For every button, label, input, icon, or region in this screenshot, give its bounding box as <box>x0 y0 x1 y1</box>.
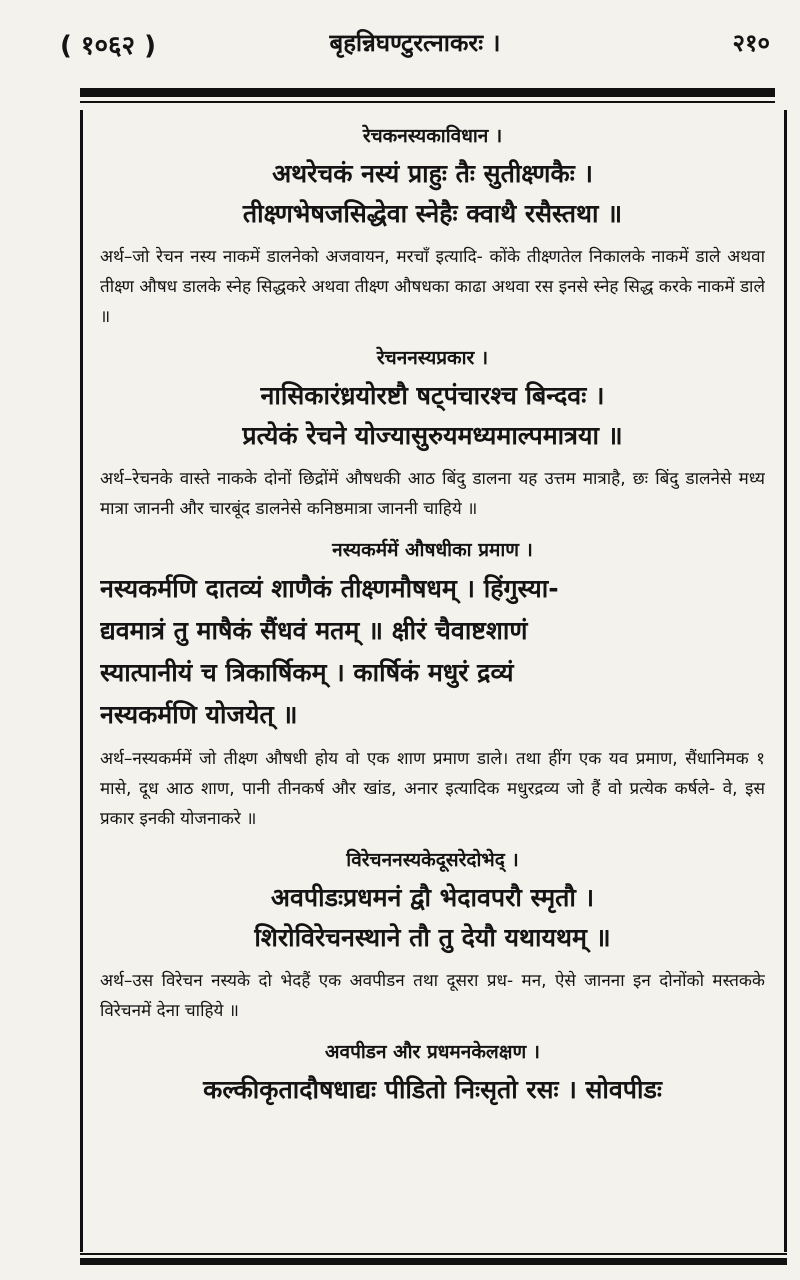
footer-rule-thick <box>80 1258 787 1265</box>
verse-line: कल्कीकृतादौषधाद्यः पीडितो निःसृतो रसः । सोवपीडः <box>203 1075 662 1104</box>
footer-rule-thin <box>80 1253 787 1255</box>
header-rule-thin <box>80 101 775 103</box>
page-number-right: २१० <box>732 29 770 57</box>
commentary: अर्थ–जो रेचन नस्य नाकमें डालनेको अजवायन, मरचाँ इत्यादि- कोंके तीक्ष्णतेल निकालके नाकमें डाले अथवा तीक्ष्ण औषध डालके स्नेह सिद्धकरे अथवा तीक्ष्ण औषधका काढा अथवा रस इनसे स्नेह सिद्ध करके नाकमें डाले ॥ <box>100 247 765 327</box>
section-heading: अवपीडन और प्रधमनकेलक्षण । <box>325 1041 540 1063</box>
section-heading: रेचकनस्यकाविधान । <box>362 125 503 147</box>
section-virechan-bhed <box>100 846 765 1026</box>
verse-line: प्रत्येकं रेचने योज्यासुरुयमध्यमाल्पमात्रया ॥ <box>242 421 623 450</box>
verse-line: स्यात्पानीयं च त्रिकार्षिकम् । कार्षिकं मधुरं द्रव्यं <box>100 658 514 687</box>
section-aushadhi-praman <box>100 536 765 834</box>
page-body <box>100 118 765 1248</box>
section-rechak-nasya <box>100 122 765 332</box>
section-heading: विरेचननस्यकेदूसरेदोभेद् । <box>346 849 519 871</box>
verse-line: द्यवमात्रं तु माषैकं सैंधवं मतम् ॥ क्षीरं चैवाष्टशाणं <box>100 616 528 645</box>
section-rechan-prakar <box>100 344 765 524</box>
section-avapidan-lakshan <box>100 1038 765 1110</box>
page-number-left: ( १०६२ ) <box>60 31 156 61</box>
page-header <box>60 8 770 78</box>
section-heading: नस्यकर्ममें औषधीका प्रमाण । <box>332 539 533 561</box>
verse-line: अथरेचकं नस्यं प्राहुः तैः सुतीक्ष्णकैः । <box>272 159 593 188</box>
verse-line: शिरोविरेचनस्थाने तौ तु देयौ यथायथम् ॥ <box>254 923 611 952</box>
verse-line: तीक्ष्णभेषजसिद्धेवा स्नेहैः क्वाथै रसैस्तथा ॥ <box>242 199 623 228</box>
commentary: अर्थ–नस्यकर्ममें जो तीक्ष्ण औषधी होय वो एक शाण प्रमाण डाले। तथा हींग एक यव प्रमाण, सैंधानिमक १ मासे, दूध आठ शाण, पानी तीनकर्ष और खांड, अनार इत्यादिक मधुरद्रव्य जो हैं वो प्रत्येक कर्षले- वे, इस प्रकार इनकी योजनाकरे ॥ <box>100 749 765 829</box>
running-title: बृहन्निघण्टुरत्नाकरः । <box>329 29 501 57</box>
section-heading: रेचननस्यप्रकार । <box>376 347 489 369</box>
header-rule-thick <box>80 88 775 97</box>
verse-line: नस्यकर्मणि योजयेत् ॥ <box>100 700 298 729</box>
commentary: अर्थ–रेचनके वास्ते नाकके दोनों छिद्रोंमें औषधकी आठ बिंदु डालना यह उत्तम मात्राहै, छः बिंदु डालनेसे मध्य मात्रा जाननी और चारबूंद डालनेसे कनिष्ठमात्रा जाननी चाहिये ॥ <box>100 469 765 519</box>
verse-line: नस्यकर्मणि दातव्यं शाणैकं तीक्ष्णमौषधम् । हिंगुस्या- <box>100 574 559 603</box>
verse-line: अवपीडःप्रधमनं द्वौ भेदावपरौ स्मृतौ । <box>270 883 595 912</box>
verse-line: नासिकारंध्रयोरष्टौ षट्पंचारश्च बिन्दवः । <box>260 381 605 410</box>
commentary: अर्थ–उस विरेचन नस्यके दो भेदहैं एक अवपीडन तथा दूसरा प्रध- मन, ऐसे जानना इन दोनोंको मस्तकके विरेचनमें देना चाहिये ॥ <box>100 971 765 1021</box>
